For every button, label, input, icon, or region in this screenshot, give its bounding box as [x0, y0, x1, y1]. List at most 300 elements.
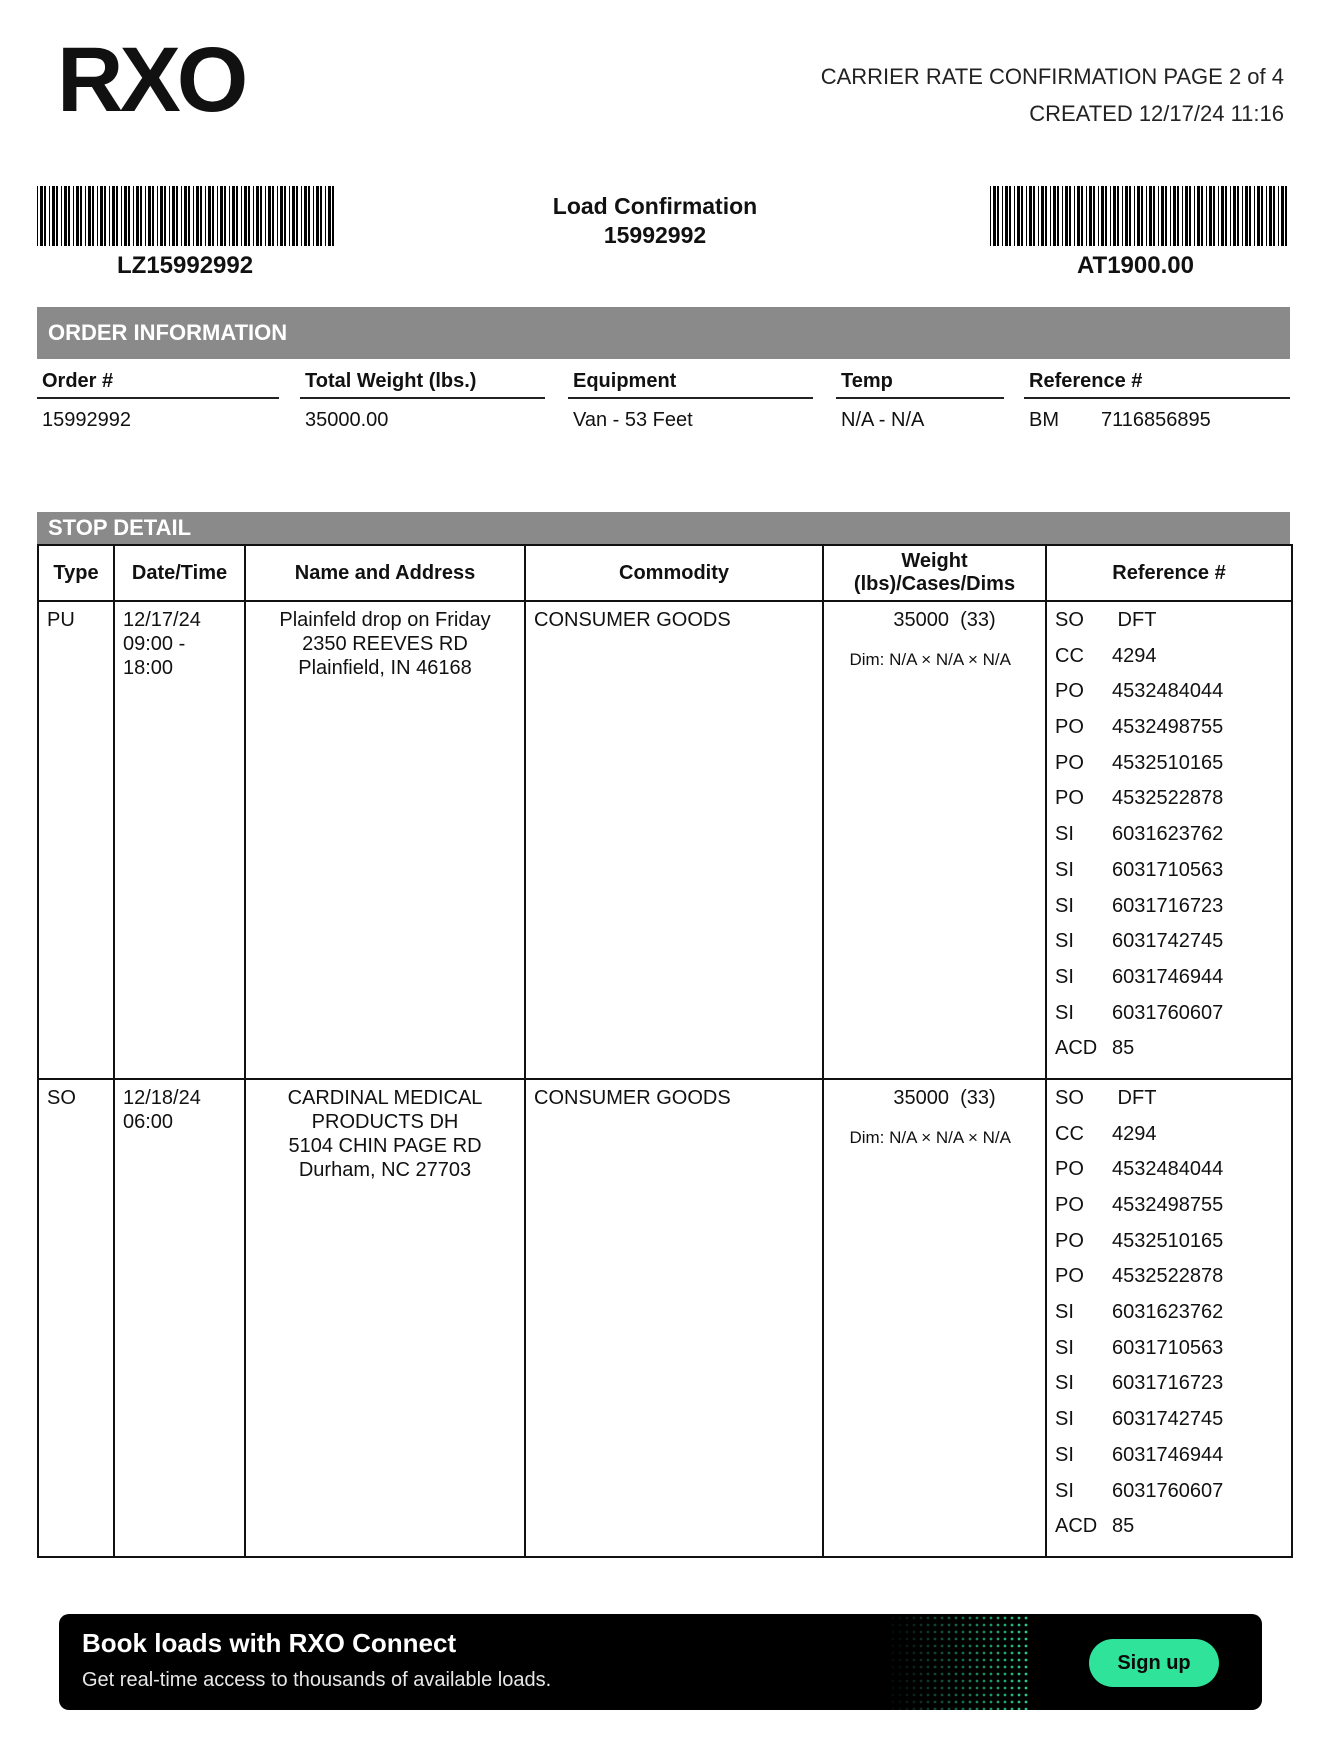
dot: [969, 1701, 972, 1704]
dot: [1025, 1708, 1028, 1710]
barcode-bar: [1230, 186, 1231, 246]
barcode-bar: [1194, 186, 1195, 246]
stop-date: 12/17/24: [123, 609, 201, 631]
reference-value: DFT: [1112, 1086, 1157, 1109]
dot: [913, 1617, 916, 1620]
col-header-reference: Reference #: [1046, 545, 1292, 601]
dot: [955, 1708, 958, 1710]
dot: [941, 1680, 944, 1683]
dot: [976, 1673, 979, 1676]
barcode-bar: [1002, 186, 1003, 246]
dot: [990, 1645, 993, 1648]
stop-commodity: CONSUMER GOODS: [525, 601, 823, 1079]
barcode-bar: [181, 186, 182, 246]
barcode-bar: [160, 186, 163, 246]
dot: [899, 1666, 902, 1669]
dot: [1018, 1687, 1021, 1690]
col-header-commodity: Commodity: [525, 545, 823, 601]
dot: [1018, 1680, 1021, 1683]
dot-pattern-decoration: [889, 1614, 1109, 1710]
dot: [941, 1624, 944, 1627]
dot: [892, 1617, 895, 1620]
stop-time: 06:00: [123, 1110, 174, 1133]
reference-value: 4532484044: [1112, 680, 1224, 703]
dot: [962, 1687, 965, 1690]
dot: [1004, 1617, 1007, 1620]
dot: [955, 1631, 958, 1634]
dot: [927, 1645, 930, 1648]
dot: [1018, 1659, 1021, 1662]
dot: [1018, 1638, 1021, 1641]
reference-value: 6031742745: [1112, 930, 1224, 953]
equipment-label: Equipment: [568, 370, 813, 399]
table-header-row: [38, 545, 1292, 601]
dot: [927, 1659, 930, 1662]
reference-line: [1055, 1479, 1283, 1515]
barcode-bar: [1029, 186, 1032, 246]
dot: [955, 1645, 958, 1648]
barcode-bar: [1285, 186, 1287, 246]
rxo-connect-banner[interactable]: [59, 1614, 1262, 1710]
dot: [990, 1694, 993, 1697]
dot: [941, 1701, 944, 1704]
dot: [941, 1652, 944, 1655]
barcode-bar: [169, 186, 170, 246]
dot: [969, 1687, 972, 1690]
dot: [927, 1673, 930, 1676]
dot: [1025, 1659, 1028, 1662]
barcode-bar: [1137, 186, 1140, 246]
barcode-bar: [184, 186, 187, 246]
dot: [976, 1624, 979, 1627]
reference-line: [1055, 1514, 1283, 1550]
barcode-bar: [1065, 186, 1068, 246]
dot: [892, 1701, 895, 1704]
dot: [976, 1687, 979, 1690]
reference-value: 6031623762: [1112, 823, 1224, 846]
dot: [1011, 1652, 1014, 1655]
barcode-bar: [40, 186, 43, 246]
barcode-bar: [49, 186, 50, 246]
dot: [990, 1673, 993, 1676]
dot: [934, 1645, 937, 1648]
reference-code: SO: [1055, 609, 1084, 631]
barcode-bar: [1053, 186, 1056, 246]
dot: [1011, 1624, 1014, 1627]
dot: [1018, 1666, 1021, 1669]
dot: [913, 1673, 916, 1676]
dot: [990, 1680, 993, 1683]
barcode-bar: [193, 186, 194, 246]
barcode-bar: [1113, 186, 1116, 246]
barcode-bar: [1173, 186, 1176, 246]
dot: [906, 1652, 909, 1655]
dot: [969, 1673, 972, 1676]
barcode-bar: [136, 186, 139, 246]
dot: [969, 1680, 972, 1683]
dot: [934, 1708, 937, 1710]
barcode-bar: [148, 186, 151, 246]
weight-cases: 35000 (33): [893, 1086, 996, 1109]
dot: [997, 1666, 1000, 1669]
barcode-bar: [1149, 186, 1152, 246]
barcode-bar: [1170, 186, 1171, 246]
dot: [1004, 1638, 1007, 1641]
barcode-bar: [268, 186, 271, 246]
dot: [962, 1645, 965, 1648]
barcode-right: [990, 186, 1288, 246]
dot: [990, 1638, 993, 1641]
dot: [892, 1673, 895, 1676]
reference-line: [1055, 1371, 1283, 1407]
reference-code: SI: [1055, 894, 1074, 917]
dot: [920, 1680, 923, 1683]
barcode-bar: [1197, 186, 1200, 246]
dot: [1018, 1708, 1021, 1710]
stop-references: [1046, 1079, 1292, 1557]
dot: [941, 1673, 944, 1676]
reference-line: [1055, 1001, 1283, 1037]
dot: [941, 1659, 944, 1662]
dot: [997, 1680, 1000, 1683]
dot: [1025, 1631, 1028, 1634]
dot: [962, 1638, 965, 1641]
dot: [969, 1708, 972, 1710]
dot: [920, 1645, 923, 1648]
col-header-type: Type: [38, 545, 114, 601]
reference-code: SI: [1055, 965, 1074, 988]
barcode-bar: [196, 186, 199, 246]
stop-detail-header: STOP DETAIL: [37, 512, 1290, 544]
reference-code: PO: [1055, 787, 1084, 810]
barcode-bar: [205, 186, 206, 246]
dot: [913, 1638, 916, 1641]
dot: [892, 1687, 895, 1690]
reference-value: [1024, 399, 1290, 432]
reference-code: PO: [1055, 680, 1084, 703]
dot: [892, 1666, 895, 1669]
dot: [948, 1701, 951, 1704]
dot: [983, 1708, 986, 1710]
barcode-bar: [1093, 186, 1095, 246]
barcode-bar: [296, 186, 298, 246]
barcode-bar: [1122, 186, 1123, 246]
dot: [962, 1624, 965, 1627]
dot: [927, 1624, 930, 1627]
dot: [913, 1694, 916, 1697]
reference-code: SI: [1055, 1443, 1074, 1466]
dot: [1011, 1708, 1014, 1710]
dot: [976, 1659, 979, 1662]
barcode-bar: [1117, 186, 1119, 246]
barcode-bar: [1050, 186, 1051, 246]
barcode-bar: [116, 186, 118, 246]
table-row: [38, 1079, 1292, 1557]
dot: [1025, 1694, 1028, 1697]
barcode-bar: [1098, 186, 1099, 246]
dot: [990, 1701, 993, 1704]
dot: [906, 1659, 909, 1662]
barcode-bar: [316, 186, 319, 246]
reference-value: 6031716723: [1112, 894, 1224, 917]
dot: [1018, 1694, 1021, 1697]
load-number: 15992992: [603, 222, 707, 248]
barcode-bar: [68, 186, 70, 246]
temp-label: Temp: [836, 370, 1004, 399]
dims: Dim: N/A × N/A × N/A: [849, 1127, 1011, 1147]
barcode-bar: [265, 186, 266, 246]
barcode-bar: [188, 186, 190, 246]
address-line: CARDINAL MEDICAL: [287, 1086, 483, 1109]
dot: [906, 1638, 909, 1641]
dot: [906, 1687, 909, 1690]
barcode-bar: [200, 186, 202, 246]
barcode-bar: [1057, 186, 1059, 246]
dot: [1025, 1687, 1028, 1690]
dot: [1004, 1680, 1007, 1683]
dot: [913, 1666, 916, 1669]
reference-line: [1055, 822, 1283, 858]
reference-value: 4294: [1112, 644, 1157, 667]
dot: [962, 1631, 965, 1634]
stop-commodity: CONSUMER GOODS: [525, 1079, 823, 1557]
dot: [1011, 1617, 1014, 1620]
dot: [1025, 1645, 1028, 1648]
dot: [962, 1680, 965, 1683]
dot: [906, 1624, 909, 1627]
dot: [948, 1666, 951, 1669]
rxo-logo: [57, 38, 257, 118]
dot: [1011, 1680, 1014, 1683]
dot: [983, 1673, 986, 1676]
reference-value: 6031746944: [1112, 1443, 1224, 1466]
dot: [983, 1680, 986, 1683]
barcode-bar: [1014, 186, 1015, 246]
dot: [1018, 1624, 1021, 1627]
dot: [927, 1701, 930, 1704]
dot: [969, 1659, 972, 1662]
dot: [899, 1645, 902, 1648]
total-weight-value: 35000.00: [305, 409, 389, 431]
reference-line: [1055, 894, 1283, 930]
barcode-bar: [172, 186, 175, 246]
dot: [969, 1631, 972, 1634]
dot: [955, 1638, 958, 1641]
dot: [941, 1694, 944, 1697]
stop-type: PU: [38, 601, 114, 1079]
dot: [955, 1659, 958, 1662]
barcode-bar: [1177, 186, 1179, 246]
barcode-bar: [1269, 186, 1272, 246]
barcode-bar: [164, 186, 166, 246]
dot: [969, 1624, 972, 1627]
barcode-bar: [1245, 186, 1248, 246]
reference-line: [1055, 965, 1283, 1001]
dot: [892, 1694, 895, 1697]
reference-value: 6031623762: [1112, 1301, 1224, 1324]
stop-weight: [823, 601, 1046, 1079]
dot: [1004, 1666, 1007, 1669]
dot: [941, 1666, 944, 1669]
dot: [962, 1694, 965, 1697]
address-line: PRODUCTS DH: [311, 1110, 459, 1133]
dot: [913, 1708, 916, 1710]
reference-line: [1055, 786, 1283, 822]
dot: [913, 1687, 916, 1690]
dot: [1004, 1687, 1007, 1690]
barcode-bar: [244, 186, 247, 246]
dot: [962, 1659, 965, 1662]
reference-value: 6031760607: [1112, 1001, 1224, 1024]
barcode-bar: [997, 186, 999, 246]
barcode-bar: [256, 186, 259, 246]
barcode-bar: [1257, 186, 1260, 246]
barcode-bar: [1237, 186, 1239, 246]
dot: [906, 1617, 909, 1620]
barcode-bar: [328, 186, 331, 246]
dot: [969, 1666, 972, 1669]
order-number-column: [37, 370, 279, 432]
reference-code: PO: [1055, 1229, 1084, 1252]
dot: [1018, 1631, 1021, 1634]
dot: [1004, 1694, 1007, 1697]
reference-line: [1055, 679, 1283, 715]
dot: [948, 1659, 951, 1662]
dot: [990, 1652, 993, 1655]
reference-value: 6031716723: [1112, 1372, 1224, 1395]
barcode-bar: [1105, 186, 1107, 246]
barcode-bar: [128, 186, 130, 246]
barcode-bar: [236, 186, 238, 246]
reference-value: 4532510165: [1112, 751, 1224, 774]
order-number-value: 15992992: [42, 409, 131, 431]
dot: [920, 1694, 923, 1697]
dot: [899, 1631, 902, 1634]
dot: [899, 1652, 902, 1655]
sign-up-button[interactable]: Sign up: [1089, 1639, 1219, 1687]
stop-datetime: [114, 1079, 245, 1557]
dot: [1025, 1624, 1028, 1627]
barcode-bar: [229, 186, 230, 246]
stop-references: [1046, 601, 1292, 1079]
dot: [976, 1680, 979, 1683]
barcode-bar: [320, 186, 322, 246]
dot: [913, 1624, 916, 1627]
dot: [955, 1624, 958, 1627]
stop-time: 09:00 -: [123, 633, 186, 655]
dot: [906, 1673, 909, 1676]
reference-line: [1055, 1407, 1283, 1443]
dot: [983, 1666, 986, 1669]
address-line: 5104 CHIN PAGE RD: [288, 1134, 482, 1157]
dot: [976, 1701, 979, 1704]
reference-code: SI: [1055, 1372, 1074, 1395]
dot: [941, 1631, 944, 1634]
dot: [948, 1645, 951, 1648]
dot: [1004, 1659, 1007, 1662]
reference-code: ACD: [1055, 1037, 1098, 1060]
dot: [1004, 1624, 1007, 1627]
barcode-bar: [140, 186, 142, 246]
dot: [899, 1659, 902, 1662]
barcode-bar: [224, 186, 226, 246]
reference-code: PO: [1055, 1158, 1084, 1181]
reference-code: PO: [1055, 1194, 1084, 1216]
dot: [920, 1624, 923, 1627]
dot: [899, 1687, 902, 1690]
dot: [955, 1617, 958, 1620]
dot: [990, 1631, 993, 1634]
dot: [983, 1617, 986, 1620]
reference-code: SI: [1055, 1336, 1074, 1359]
barcode-bar: [80, 186, 82, 246]
dot: [899, 1624, 902, 1627]
dot: [927, 1666, 930, 1669]
dot: [934, 1701, 937, 1704]
barcode-bar: [1069, 186, 1071, 246]
dot: [997, 1624, 1000, 1627]
col-header-datetime: Date/Time: [114, 545, 245, 601]
dot: [927, 1680, 930, 1683]
dot: [913, 1631, 916, 1634]
barcode-bar: [313, 186, 314, 246]
reference-code: ACD: [1055, 1515, 1098, 1538]
barcode-bar: [56, 186, 58, 246]
dot: [1011, 1631, 1014, 1634]
reference-code: BM: [1029, 409, 1059, 431]
dot: [948, 1673, 951, 1676]
stop-address: [245, 1079, 525, 1557]
load-title-text: Load Confirmation: [552, 193, 758, 219]
dot: [1018, 1645, 1021, 1648]
dot: [1018, 1617, 1021, 1620]
dot: [1025, 1652, 1028, 1655]
dot: [913, 1701, 916, 1704]
barcode-bar: [1033, 186, 1035, 246]
barcode-bar: [232, 186, 235, 246]
dot: [1018, 1652, 1021, 1655]
reference-value: 85: [1112, 1037, 1135, 1060]
barcode-bar: [1141, 186, 1143, 246]
dot: [892, 1708, 895, 1710]
barcode-bar: [289, 186, 290, 246]
load-title: [500, 192, 810, 250]
barcode-bar: [124, 186, 127, 246]
reference-code: CC: [1055, 1122, 1084, 1145]
reference-value: 6031760607: [1112, 1479, 1224, 1502]
dot: [948, 1638, 951, 1641]
dot: [934, 1680, 937, 1683]
dot: [983, 1624, 986, 1627]
dot: [976, 1645, 979, 1648]
barcode-bar: [97, 186, 98, 246]
barcode-bar: [92, 186, 94, 246]
dot: [1025, 1617, 1028, 1620]
dot: [990, 1624, 993, 1627]
dot: [934, 1659, 937, 1662]
weight-cases: 35000 (33): [893, 609, 996, 631]
address-line: Durham, NC 27703: [298, 1158, 472, 1181]
dot: [983, 1687, 986, 1690]
dot: [955, 1701, 958, 1704]
dot: [1011, 1673, 1014, 1676]
dot: [934, 1666, 937, 1669]
col-header-weight: Weight (lbs)/Cases/Dims: [823, 545, 1046, 601]
barcode-bar: [220, 186, 223, 246]
barcode-bar: [133, 186, 134, 246]
barcode-bar: [64, 186, 67, 246]
dot: [948, 1631, 951, 1634]
